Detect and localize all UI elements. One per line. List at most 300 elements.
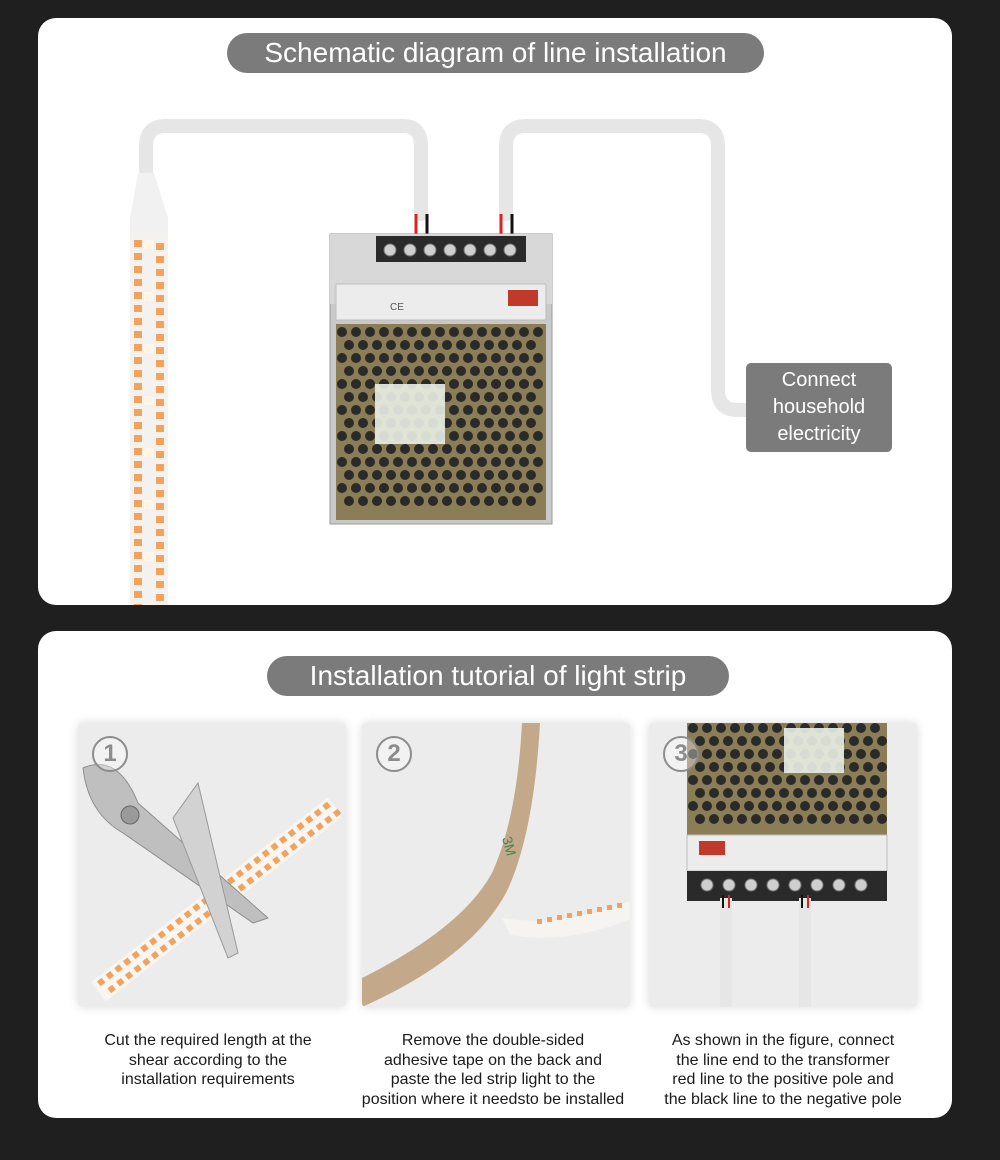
grille-hole: [751, 814, 761, 824]
grille-hole: [449, 431, 459, 441]
led-chip: [144, 240, 154, 249]
led-chip: [144, 604, 154, 605]
step-1-caption: [78, 1031, 338, 1090]
led-chip: [156, 451, 164, 458]
grille-hole: [772, 723, 782, 733]
grille-hole: [814, 801, 824, 811]
grille-hole: [863, 814, 873, 824]
grille-hole: [393, 327, 403, 337]
grille-hole: [463, 327, 473, 337]
grille-hole: [365, 483, 375, 493]
grille-hole: [849, 814, 859, 824]
led-chip: [144, 292, 154, 301]
grille-hole: [716, 749, 726, 759]
grille-hole: [533, 483, 543, 493]
grille-hole: [386, 340, 396, 350]
grille-hole: [702, 723, 712, 733]
grille-hole: [337, 431, 347, 441]
caption-line: the black line to the negative pole: [664, 1090, 902, 1108]
grille-hole: [526, 392, 536, 402]
grille-hole: [351, 353, 361, 363]
connect-household-label: [746, 363, 892, 452]
led-chip: [134, 526, 142, 533]
grille-hole: [372, 366, 382, 376]
grille-hole: [533, 379, 543, 389]
grille-hole: [358, 340, 368, 350]
grille-hole: [435, 327, 445, 337]
grille-hole: [512, 444, 522, 454]
grille-hole: [463, 483, 473, 493]
grille-hole: [386, 444, 396, 454]
grille-hole: [526, 496, 536, 506]
caption-line: Cut the required length at the: [104, 1032, 312, 1049]
terminal-screw: [424, 244, 436, 256]
grille-hole: [351, 431, 361, 441]
grille-hole: [512, 496, 522, 506]
led-chip: [156, 581, 164, 588]
grille-hole: [484, 392, 494, 402]
led-chip: [156, 360, 164, 367]
grille-hole: [491, 431, 501, 441]
grille-hole: [744, 801, 754, 811]
grille-hole: [877, 814, 887, 824]
grille-hole: [716, 723, 726, 733]
led-chip: [547, 917, 552, 922]
grille-hole: [365, 457, 375, 467]
grille-hole: [365, 353, 375, 363]
led-chip: [156, 386, 164, 393]
grille-hole: [772, 775, 782, 785]
led-chip: [134, 448, 142, 455]
grille-hole: [442, 366, 452, 376]
led-chip: [156, 295, 164, 302]
grille-hole: [386, 366, 396, 376]
led-chip: [134, 357, 142, 364]
grille-hole: [758, 775, 768, 785]
grille-hole: [456, 418, 466, 428]
grille-hole: [828, 801, 838, 811]
grille-hole: [779, 814, 789, 824]
grille-hole: [449, 327, 459, 337]
grille-hole: [463, 405, 473, 415]
step-1-image: [78, 723, 346, 1007]
grille-hole: [435, 483, 445, 493]
grille-hole: [758, 723, 768, 733]
led-chip: [156, 399, 164, 406]
grille-hole: [688, 723, 698, 733]
grille-hole: [709, 788, 719, 798]
grille-hole: [702, 801, 712, 811]
grille-hole: [456, 496, 466, 506]
grille-hole: [449, 405, 459, 415]
grille-hole: [428, 496, 438, 506]
grille-hole: [407, 457, 417, 467]
grille-hole: [435, 353, 445, 363]
led-chip: [134, 513, 142, 520]
grille-hole: [470, 470, 480, 480]
grille-hole: [337, 457, 347, 467]
grille-hole: [800, 775, 810, 785]
led-chip: [134, 461, 142, 468]
grille-hole: [842, 801, 852, 811]
grille-hole: [407, 327, 417, 337]
caption-line: Remove the double-sided: [401, 1032, 585, 1049]
led-chip: [597, 907, 602, 912]
led-chip: [134, 500, 142, 507]
led-chip: [156, 412, 164, 419]
grille-hole: [533, 405, 543, 415]
grille-hole: [477, 379, 487, 389]
led-chip: [144, 344, 154, 353]
terminal-screw: [811, 879, 823, 891]
grille-hole: [386, 496, 396, 506]
grille-hole: [344, 496, 354, 506]
grille-hole: [512, 470, 522, 480]
grille-hole: [456, 366, 466, 376]
led-chip: [134, 305, 142, 312]
grille-hole: [870, 723, 880, 733]
grille-hole: [807, 788, 817, 798]
grille-hole: [856, 775, 866, 785]
grille-hole: [477, 353, 487, 363]
led-chip: [134, 552, 142, 559]
grille-hole: [765, 736, 775, 746]
caption-line: shear according to the: [128, 1051, 288, 1069]
grille-hole: [358, 496, 368, 506]
grille-hole: [337, 353, 347, 363]
grille-hole: [456, 444, 466, 454]
led-chip: [607, 905, 612, 910]
grille-hole: [737, 788, 747, 798]
grille-hole: [877, 762, 887, 772]
grille-hole: [526, 470, 536, 480]
grille-hole: [723, 736, 733, 746]
led-chip: [144, 552, 154, 561]
grille-hole: [393, 457, 403, 467]
grille-hole: [463, 353, 473, 363]
grille-hole: [498, 418, 508, 428]
terminal-screw: [723, 879, 735, 891]
grille-hole: [533, 457, 543, 467]
grille-hole: [470, 418, 480, 428]
grille-hole: [716, 775, 726, 785]
grille-hole: [702, 749, 712, 759]
grille-hole: [351, 483, 361, 493]
grille-hole: [421, 353, 431, 363]
led-chip: [156, 477, 164, 484]
led-chip: [617, 903, 622, 908]
grille-hole: [526, 340, 536, 350]
grille-hole: [856, 749, 866, 759]
grille-hole: [751, 736, 761, 746]
grille-hole: [470, 366, 480, 376]
grille-hole: [849, 736, 859, 746]
grille-hole: [484, 340, 494, 350]
grille-hole: [505, 353, 515, 363]
grille-hole: [695, 814, 705, 824]
grille-hole: [709, 762, 719, 772]
led-chip: [144, 396, 154, 405]
grille-hole: [498, 366, 508, 376]
grille-hole: [421, 483, 431, 493]
terminal-screw: [404, 244, 416, 256]
grille-hole: [344, 340, 354, 350]
grille-hole: [737, 814, 747, 824]
grille-hole: [365, 431, 375, 441]
grille-hole: [533, 431, 543, 441]
grille-hole: [793, 814, 803, 824]
grille-hole: [372, 496, 382, 506]
grille-hole: [477, 405, 487, 415]
grille-hole: [526, 366, 536, 376]
grille-hole: [512, 418, 522, 428]
grille-hole: [821, 788, 831, 798]
grille-hole: [484, 366, 494, 376]
grille-hole: [526, 418, 536, 428]
grille-hole: [512, 392, 522, 402]
caption-line: installation requirements: [121, 1071, 295, 1088]
caption-line: the line end to the transformer: [676, 1051, 890, 1069]
grille-hole: [849, 762, 859, 772]
grille-hole: [870, 801, 880, 811]
step-3-caption: [638, 1031, 928, 1109]
grille-hole: [723, 788, 733, 798]
grille-hole: [519, 327, 529, 337]
grille-hole: [863, 736, 873, 746]
grille-hole: [358, 418, 368, 428]
grille-hole: [758, 801, 768, 811]
grille-hole: [533, 327, 543, 337]
led-chip: [156, 256, 164, 263]
grille-hole: [505, 327, 515, 337]
grille-hole: [723, 762, 733, 772]
grille-hole: [730, 749, 740, 759]
grille-hole: [709, 736, 719, 746]
grille-hole: [407, 353, 417, 363]
grille-hole: [379, 353, 389, 363]
grille-hole: [807, 814, 817, 824]
grille-hole: [351, 327, 361, 337]
grille-hole: [414, 340, 424, 350]
grille-hole: [470, 340, 480, 350]
grille-hole: [533, 353, 543, 363]
grille-hole: [379, 483, 389, 493]
led-chip: [156, 503, 164, 510]
grille-hole: [695, 762, 705, 772]
grille-hole: [870, 775, 880, 785]
grille-hole: [449, 379, 459, 389]
grille-hole: [372, 444, 382, 454]
grille-hole: [421, 457, 431, 467]
grille-hole: [442, 340, 452, 350]
grille-hole: [730, 775, 740, 785]
grille-hole: [688, 801, 698, 811]
grille-hole: [400, 496, 410, 506]
grille-hole: [512, 366, 522, 376]
grille-hole: [744, 749, 754, 759]
grille-hole: [358, 444, 368, 454]
grille-hole: [856, 723, 866, 733]
grille-hole: [758, 749, 768, 759]
grille-hole: [695, 788, 705, 798]
terminal-screw: [701, 879, 713, 891]
grille-hole: [344, 418, 354, 428]
step-3-image: [649, 723, 917, 1007]
grille-hole: [519, 405, 529, 415]
grille-hole: [491, 353, 501, 363]
grille-hole: [505, 483, 515, 493]
grille-hole: [491, 327, 501, 337]
grille-hole: [428, 366, 438, 376]
terminal-screw: [384, 244, 396, 256]
led-chip: [156, 282, 164, 289]
grille-hole: [744, 775, 754, 785]
grille-hole: [358, 392, 368, 402]
led-chip: [156, 438, 164, 445]
led-chip: [134, 344, 142, 351]
grille-hole: [484, 418, 494, 428]
terminal-screw: [767, 879, 779, 891]
grille-hole: [498, 392, 508, 402]
led-chip: [156, 516, 164, 523]
grille-hole: [414, 496, 424, 506]
led-chip: [134, 279, 142, 286]
terminal-screw: [745, 879, 757, 891]
grille-hole: [337, 483, 347, 493]
connect-label-line: electricity: [777, 423, 861, 445]
grille-hole: [414, 366, 424, 376]
grille-hole: [477, 327, 487, 337]
grille-hole: [498, 496, 508, 506]
caption-line: paste the led strip light to the: [390, 1071, 596, 1088]
led-chip: [156, 321, 164, 328]
grille-hole: [835, 788, 845, 798]
grille-hole: [877, 788, 887, 798]
tutorial-panel: [38, 631, 952, 1118]
grille-hole: [498, 444, 508, 454]
led-chip: [577, 911, 582, 916]
diagram-title: Schematic diagram of line installation: [227, 33, 764, 73]
led-chip: [134, 370, 142, 377]
grille-hole: [365, 379, 375, 389]
grille-hole: [835, 814, 845, 824]
grille-hole: [814, 775, 824, 785]
grille-hole: [730, 723, 740, 733]
grille-hole: [688, 775, 698, 785]
grille-hole: [463, 457, 473, 467]
led-chip: [587, 909, 592, 914]
grille-hole: [379, 327, 389, 337]
grille-hole: [456, 392, 466, 402]
grille-hole: [863, 788, 873, 798]
grille-hole: [519, 431, 529, 441]
led-chip: [134, 409, 142, 416]
grille-hole: [863, 762, 873, 772]
grille-hole: [351, 457, 361, 467]
grille-hole: [498, 340, 508, 350]
grille-hole: [730, 801, 740, 811]
grille-hole: [372, 340, 382, 350]
grille-hole: [344, 444, 354, 454]
grille-hole: [702, 775, 712, 785]
led-chip: [156, 373, 164, 380]
grille-hole: [337, 327, 347, 337]
grille-hole: [765, 788, 775, 798]
terminal-screw: [833, 879, 845, 891]
grille-hole: [407, 483, 417, 493]
led-chip: [134, 266, 142, 273]
led-chip: [134, 383, 142, 390]
wiring-illustration: [38, 18, 952, 605]
grille-hole: [505, 457, 515, 467]
tutorial-title: Installation tutorial of light strip: [267, 656, 729, 696]
led-chip: [156, 555, 164, 562]
grille-hole: [491, 379, 501, 389]
grille-hole: [737, 762, 747, 772]
grille-hole: [463, 431, 473, 441]
grille-hole: [751, 788, 761, 798]
output-cable: [146, 126, 421, 214]
grille-hole: [435, 457, 445, 467]
grille-hole: [512, 340, 522, 350]
grille-hole: [428, 470, 438, 480]
svg-text:3M: 3M: [499, 834, 520, 858]
grille-hole: [365, 405, 375, 415]
terminal-screw: [464, 244, 476, 256]
grille-hole: [379, 457, 389, 467]
step-2-image: [362, 723, 630, 1007]
grille-hole: [765, 762, 775, 772]
scissors-blade-icon: [83, 765, 268, 923]
grille-hole: [456, 340, 466, 350]
grille-hole: [421, 327, 431, 337]
grille-hole: [849, 788, 859, 798]
terminal-screw: [484, 244, 496, 256]
grille-hole: [400, 444, 410, 454]
led-chip: [156, 347, 164, 354]
grille-hole: [358, 366, 368, 376]
led-chip: [144, 448, 154, 457]
grille-hole: [744, 723, 754, 733]
led-chip: [156, 464, 164, 471]
grille-hole: [505, 431, 515, 441]
grille-hole: [463, 379, 473, 389]
led-chip: [156, 568, 164, 575]
grille-hole: [751, 762, 761, 772]
grille-hole: [772, 749, 782, 759]
grille-hole: [786, 801, 796, 811]
step-number: 3: [663, 736, 699, 772]
grille-hole: [386, 470, 396, 480]
led-chip: [156, 594, 164, 601]
grille-hole: [442, 444, 452, 454]
grille-hole: [842, 775, 852, 785]
caption-line: position where it needsto be installed: [361, 1090, 625, 1108]
grille-hole: [877, 736, 887, 746]
led-chip: [134, 578, 142, 585]
grille-hole: [449, 353, 459, 363]
grille-hole: [456, 470, 466, 480]
grille-hole: [498, 470, 508, 480]
led-chip: [156, 243, 164, 250]
led-chip: [134, 318, 142, 325]
grille-hole: [351, 405, 361, 415]
led-strip-vertical: [130, 173, 168, 605]
grille-hole: [414, 470, 424, 480]
led-chip: [156, 529, 164, 536]
terminal-screw: [789, 879, 801, 891]
grille-hole: [449, 457, 459, 467]
